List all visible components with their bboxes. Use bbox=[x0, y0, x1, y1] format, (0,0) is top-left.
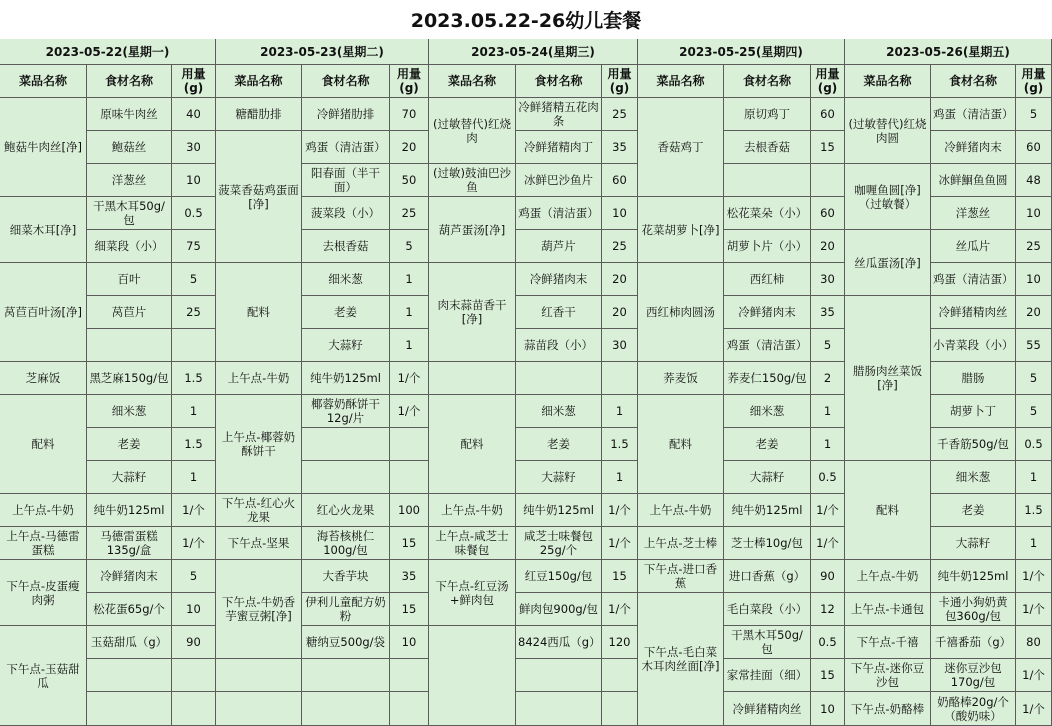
ingredient-cell: 胡萝卜片（小） bbox=[724, 230, 811, 263]
dish-name-cell: 下午点-奶酪棒 bbox=[845, 692, 931, 726]
amount-cell: 80 bbox=[1016, 626, 1052, 659]
ingredient-cell: 红豆150g/包 bbox=[516, 560, 602, 593]
amount-cell: 15 bbox=[602, 560, 638, 593]
ingredient-cell: 老姜 bbox=[931, 494, 1016, 527]
ingredient-cell: 阳春面（半干面） bbox=[302, 164, 390, 197]
amount-cell: 15 bbox=[390, 527, 429, 560]
dish-name-cell: (过敏替代)红烧肉 bbox=[429, 98, 516, 164]
ingredient-cell bbox=[516, 692, 602, 726]
ingredient-cell: 纯牛奶125ml bbox=[87, 494, 172, 527]
amount-cell: 1 bbox=[602, 461, 638, 494]
amount-cell: 90 bbox=[172, 626, 216, 659]
day-date-header: 2023-05-25(星期四) bbox=[638, 39, 845, 65]
dish-name-cell: (过敏替代)红烧肉圆 bbox=[845, 98, 931, 164]
amount-cell: 0.5 bbox=[811, 461, 845, 494]
ingredient-cell: 玉菇甜瓜（g） bbox=[87, 626, 172, 659]
amount-cell: 50 bbox=[390, 164, 429, 197]
ingredient-cell: 鲜肉包900g/包 bbox=[516, 593, 602, 626]
amount-cell: 1 bbox=[390, 329, 429, 362]
day-date-header: 2023-05-22(星期一) bbox=[0, 39, 216, 65]
ingredient-cell: 冷鲜猪肉末 bbox=[724, 296, 811, 329]
ingredient-cell: 丝瓜片 bbox=[931, 230, 1016, 263]
amount-cell: 1/个 bbox=[1016, 659, 1052, 692]
ingredient-cell: 细米葱 bbox=[516, 395, 602, 428]
ingredient-cell bbox=[302, 659, 390, 692]
column-header-dish: 菜品名称 bbox=[845, 65, 931, 98]
sheet-title: 2023.05.22-26幼儿套餐 bbox=[410, 10, 642, 32]
ingredient-cell: 红心火龙果 bbox=[302, 494, 390, 527]
ingredient-cell: 蒜苗段（小） bbox=[516, 329, 602, 362]
ingredient-cell: 大蒜籽 bbox=[87, 461, 172, 494]
amount-cell: 60 bbox=[1016, 131, 1052, 164]
dish-name-cell: (过敏)鼓油巴沙鱼 bbox=[429, 164, 516, 197]
ingredient-cell: 鸡蛋（清洁蛋） bbox=[516, 197, 602, 230]
amount-cell: 1.5 bbox=[172, 362, 216, 395]
dish-name-cell: 上午点-牛奶 bbox=[638, 494, 724, 527]
ingredient-cell bbox=[516, 362, 602, 395]
ingredient-cell: 鸡蛋（清洁蛋） bbox=[931, 263, 1016, 296]
dish-name-cell: 细菜木耳[净] bbox=[0, 197, 87, 263]
amount-cell: 10 bbox=[602, 197, 638, 230]
amount-cell: 1 bbox=[172, 395, 216, 428]
ingredient-cell: 荞麦仁150g/包 bbox=[724, 362, 811, 395]
amount-cell: 60 bbox=[602, 164, 638, 197]
ingredient-cell: 椰蓉奶酥饼干12g/片 bbox=[302, 395, 390, 428]
ingredient-cell: 老姜 bbox=[724, 428, 811, 461]
dish-name-cell: 上午点-咸芝士味餐包 bbox=[429, 527, 516, 560]
amount-cell bbox=[172, 329, 216, 362]
amount-cell: 1.5 bbox=[1016, 494, 1052, 527]
ingredient-cell: 迷你豆沙包170g/包 bbox=[931, 659, 1016, 692]
column-header-amount: 用量 (g) bbox=[1016, 65, 1052, 98]
ingredient-cell: 细米葱 bbox=[87, 395, 172, 428]
ingredient-cell: 纯牛奶125ml bbox=[931, 560, 1016, 593]
ingredient-cell: 洋葱丝 bbox=[931, 197, 1016, 230]
amount-cell: 100 bbox=[390, 494, 429, 527]
ingredient-cell: 原味牛肉丝 bbox=[87, 98, 172, 131]
amount-cell: 1/个 bbox=[172, 494, 216, 527]
ingredient-cell: 伊利儿童配方奶粉 bbox=[302, 593, 390, 626]
ingredient-cell bbox=[87, 659, 172, 692]
ingredient-cell: 奶酪棒20g/个（酸奶味） bbox=[931, 692, 1016, 726]
dish-name-cell: 上午点-牛奶 bbox=[216, 362, 302, 395]
amount-cell: 25 bbox=[390, 197, 429, 230]
ingredient-cell: 冰鲜鮰鱼鱼圆 bbox=[931, 164, 1016, 197]
amount-cell bbox=[390, 692, 429, 726]
amount-cell: 1/个 bbox=[602, 494, 638, 527]
amount-cell: 35 bbox=[390, 560, 429, 593]
amount-cell: 48 bbox=[1016, 164, 1052, 197]
amount-cell: 25 bbox=[602, 230, 638, 263]
dish-name-cell: 芝麻饭 bbox=[0, 362, 87, 395]
amount-cell: 1 bbox=[602, 395, 638, 428]
amount-cell bbox=[602, 692, 638, 726]
dish-name-cell: 上午点-牛奶 bbox=[0, 494, 87, 527]
ingredient-cell: 进口香蕉（g） bbox=[724, 560, 811, 593]
amount-cell bbox=[390, 428, 429, 461]
amount-cell: 5 bbox=[1016, 395, 1052, 428]
amount-cell bbox=[811, 164, 845, 197]
dish-name-cell: 下午点-进口香蕉 bbox=[638, 560, 724, 593]
amount-cell: 1/个 bbox=[172, 527, 216, 560]
amount-cell bbox=[602, 659, 638, 692]
amount-cell: 5 bbox=[172, 263, 216, 296]
dish-name-cell bbox=[216, 659, 302, 692]
ingredient-cell: 百叶 bbox=[87, 263, 172, 296]
ingredient-cell bbox=[87, 692, 172, 726]
column-header-dish: 菜品名称 bbox=[0, 65, 87, 98]
amount-cell: 5 bbox=[811, 329, 845, 362]
ingredient-cell: 糖纳豆500g/袋 bbox=[302, 626, 390, 659]
ingredient-cell: 大蒜籽 bbox=[724, 461, 811, 494]
column-header-amount: 用量 (g) bbox=[811, 65, 845, 98]
amount-cell bbox=[390, 659, 429, 692]
dish-name-cell: 香菇鸡丁 bbox=[638, 98, 724, 197]
dish-name-cell: 下午点-玉菇甜瓜 bbox=[0, 626, 87, 726]
ingredient-cell bbox=[302, 461, 390, 494]
amount-cell: 120 bbox=[602, 626, 638, 659]
ingredient-cell: 大蒜籽 bbox=[302, 329, 390, 362]
ingredient-cell: 冷鲜猪肉末 bbox=[516, 263, 602, 296]
dish-name-cell: 下午点-红心火龙果 bbox=[216, 494, 302, 527]
day-date-header: 2023-05-23(星期二) bbox=[216, 39, 429, 65]
dish-name-cell bbox=[429, 626, 516, 726]
column-header-dish: 菜品名称 bbox=[638, 65, 724, 98]
ingredient-cell: 干黑木耳50g/包 bbox=[87, 197, 172, 230]
ingredient-cell: 老姜 bbox=[87, 428, 172, 461]
ingredient-cell: 西红柿 bbox=[724, 263, 811, 296]
amount-cell: 0.5 bbox=[811, 626, 845, 659]
column-header-amount: 用量 (g) bbox=[602, 65, 638, 98]
amount-cell: 20 bbox=[1016, 296, 1052, 329]
dish-name-cell: 上午点-马德雷蛋糕 bbox=[0, 527, 87, 560]
amount-cell bbox=[390, 461, 429, 494]
ingredient-cell: 老姜 bbox=[302, 296, 390, 329]
ingredient-cell: 原切鸡丁 bbox=[724, 98, 811, 131]
amount-cell: 15 bbox=[390, 593, 429, 626]
ingredient-cell: 海苔核桃仁100g/包 bbox=[302, 527, 390, 560]
dish-name-cell: 下午点-牛奶香芋蜜豆粥[净] bbox=[216, 560, 302, 659]
column-header-dish: 菜品名称 bbox=[216, 65, 302, 98]
ingredient-cell: 冰鲜巴沙鱼片 bbox=[516, 164, 602, 197]
ingredient-cell: 大蒜籽 bbox=[931, 527, 1016, 560]
amount-cell: 25 bbox=[172, 296, 216, 329]
dish-name-cell: 上午点-椰蓉奶酥饼干 bbox=[216, 395, 302, 494]
amount-cell: 10 bbox=[1016, 263, 1052, 296]
amount-cell: 60 bbox=[811, 197, 845, 230]
amount-cell: 1 bbox=[172, 461, 216, 494]
amount-cell: 1/个 bbox=[390, 362, 429, 395]
column-header-ingredient: 食材名称 bbox=[724, 65, 811, 98]
ingredient-cell: 红香干 bbox=[516, 296, 602, 329]
amount-cell: 10 bbox=[172, 164, 216, 197]
ingredient-cell: 纯牛奶125ml bbox=[302, 362, 390, 395]
column-header-ingredient: 食材名称 bbox=[931, 65, 1016, 98]
ingredient-cell bbox=[87, 329, 172, 362]
amount-cell: 1 bbox=[811, 395, 845, 428]
amount-cell: 15 bbox=[811, 659, 845, 692]
amount-cell: 10 bbox=[390, 626, 429, 659]
amount-cell: 1/个 bbox=[1016, 560, 1052, 593]
ingredient-cell: 细菜段（小） bbox=[87, 230, 172, 263]
ingredient-cell: 胡萝卜丁 bbox=[931, 395, 1016, 428]
amount-cell: 1.5 bbox=[172, 428, 216, 461]
amount-cell: 5 bbox=[1016, 98, 1052, 131]
amount-cell: 1/个 bbox=[1016, 692, 1052, 726]
amount-cell: 20 bbox=[602, 263, 638, 296]
ingredient-cell: 鸡蛋（清洁蛋） bbox=[302, 131, 390, 164]
amount-cell: 40 bbox=[172, 98, 216, 131]
dish-name-cell: 葫芦蛋汤[净] bbox=[429, 197, 516, 263]
amount-cell: 70 bbox=[390, 98, 429, 131]
ingredient-cell: 小青菜段（小） bbox=[931, 329, 1016, 362]
amount-cell: 0.5 bbox=[172, 197, 216, 230]
amount-cell: 10 bbox=[1016, 197, 1052, 230]
dish-name-cell: 下午点-毛白菜木耳肉丝面[净] bbox=[638, 593, 724, 726]
amount-cell: 5 bbox=[172, 560, 216, 593]
dish-name-cell: 西红柿肉圆汤 bbox=[638, 263, 724, 362]
dish-name-cell: 荞麦饭 bbox=[638, 362, 724, 395]
amount-cell: 1/个 bbox=[811, 527, 845, 560]
dish-name-cell: 腊肠肉丝菜饭[净] bbox=[845, 296, 931, 461]
amount-cell: 1.5 bbox=[602, 428, 638, 461]
dish-name-cell bbox=[429, 362, 516, 395]
dish-name-cell: 上午点-牛奶 bbox=[429, 494, 516, 527]
dish-name-cell: 配料 bbox=[216, 263, 302, 362]
amount-cell: 25 bbox=[1016, 230, 1052, 263]
amount-cell: 0.5 bbox=[1016, 428, 1052, 461]
dish-name-cell: 配料 bbox=[0, 395, 87, 494]
dish-name-cell: 菠菜香菇鸡蛋面[净] bbox=[216, 131, 302, 263]
amount-cell: 10 bbox=[172, 593, 216, 626]
dish-name-cell: 鲍菇牛肉丝[净] bbox=[0, 98, 87, 197]
ingredient-cell: 千禧番茄（g） bbox=[931, 626, 1016, 659]
ingredient-cell: 去根香菇 bbox=[302, 230, 390, 263]
dish-name-cell: 丝瓜蛋汤[净] bbox=[845, 230, 931, 296]
column-header-amount: 用量 (g) bbox=[172, 65, 216, 98]
ingredient-cell: 纯牛奶125ml bbox=[724, 494, 811, 527]
ingredient-cell: 葫芦片 bbox=[516, 230, 602, 263]
ingredient-cell: 大蒜籽 bbox=[516, 461, 602, 494]
ingredient-cell: 冷鲜猪精肉丁 bbox=[516, 131, 602, 164]
dish-name-cell: 莴苣百叶汤[净] bbox=[0, 263, 87, 362]
ingredient-cell: 卡通小狗奶黄包360g/包 bbox=[931, 593, 1016, 626]
column-header-ingredient: 食材名称 bbox=[87, 65, 172, 98]
amount-cell: 25 bbox=[602, 98, 638, 131]
ingredient-cell: 细米葱 bbox=[724, 395, 811, 428]
dish-name-cell: 配料 bbox=[845, 461, 931, 560]
dish-name-cell: 下午点-红豆汤+鲜肉包 bbox=[429, 560, 516, 626]
ingredient-cell: 纯牛奶125ml bbox=[516, 494, 602, 527]
amount-cell: 1/个 bbox=[1016, 593, 1052, 626]
ingredient-cell bbox=[516, 659, 602, 692]
amount-cell: 2 bbox=[811, 362, 845, 395]
amount-cell: 55 bbox=[1016, 329, 1052, 362]
ingredient-cell: 毛白菜段（小） bbox=[724, 593, 811, 626]
amount-cell: 15 bbox=[811, 131, 845, 164]
amount-cell bbox=[602, 362, 638, 395]
amount-cell: 60 bbox=[811, 98, 845, 131]
dish-name-cell: 配料 bbox=[638, 395, 724, 494]
amount-cell: 1/个 bbox=[602, 593, 638, 626]
day-date-header: 2023-05-24(星期三) bbox=[429, 39, 638, 65]
dish-name-cell: 配料 bbox=[429, 395, 516, 494]
column-header-dish: 菜品名称 bbox=[429, 65, 516, 98]
day-date-header: 2023-05-26(星期五) bbox=[845, 39, 1052, 65]
ingredient-cell: 干黑木耳50g/包 bbox=[724, 626, 811, 659]
amount-cell: 1 bbox=[1016, 461, 1052, 494]
amount-cell: 90 bbox=[811, 560, 845, 593]
amount-cell: 1/个 bbox=[602, 527, 638, 560]
ingredient-cell: 腊肠 bbox=[931, 362, 1016, 395]
ingredient-cell: 鸡蛋（清洁蛋） bbox=[724, 329, 811, 362]
ingredient-cell: 冷鲜猪精五花肉条 bbox=[516, 98, 602, 131]
amount-cell: 1 bbox=[390, 263, 429, 296]
dish-name-cell: 花菜胡萝卜[净] bbox=[638, 197, 724, 263]
ingredient-cell: 冷鲜猪肉末 bbox=[931, 131, 1016, 164]
ingredient-cell: 细米葱 bbox=[931, 461, 1016, 494]
dish-name-cell: 下午点-坚果 bbox=[216, 527, 302, 560]
amount-cell: 75 bbox=[172, 230, 216, 263]
dish-name-cell: 咖喱鱼圆[净]（过敏餐） bbox=[845, 164, 931, 230]
ingredient-cell: 咸芝士味餐包25g/个 bbox=[516, 527, 602, 560]
ingredient-cell: 菠菜段（小） bbox=[302, 197, 390, 230]
ingredient-cell: 鲍菇丝 bbox=[87, 131, 172, 164]
amount-cell: 35 bbox=[811, 296, 845, 329]
amount-cell: 35 bbox=[602, 131, 638, 164]
ingredient-cell: 千香筋50g/包 bbox=[931, 428, 1016, 461]
column-header-ingredient: 食材名称 bbox=[302, 65, 390, 98]
amount-cell: 1 bbox=[390, 296, 429, 329]
ingredient-cell: 去根香菇 bbox=[724, 131, 811, 164]
ingredient-cell: 芝士棒10g/包 bbox=[724, 527, 811, 560]
ingredient-cell: 大香芋块 bbox=[302, 560, 390, 593]
column-header-ingredient: 食材名称 bbox=[516, 65, 602, 98]
dish-name-cell: 下午点-千禧 bbox=[845, 626, 931, 659]
ingredient-cell: 莴苣片 bbox=[87, 296, 172, 329]
ingredient-cell: 8424西瓜（g） bbox=[516, 626, 602, 659]
dish-name-cell: 肉末蒜苗香干[净] bbox=[429, 263, 516, 362]
ingredient-cell: 冷鲜猪精肉丝 bbox=[931, 296, 1016, 329]
ingredient-cell: 洋葱丝 bbox=[87, 164, 172, 197]
dish-name-cell: 糖醋肋排 bbox=[216, 98, 302, 131]
ingredient-cell: 细米葱 bbox=[302, 263, 390, 296]
amount-cell: 20 bbox=[390, 131, 429, 164]
ingredient-cell bbox=[302, 428, 390, 461]
ingredient-cell: 老姜 bbox=[516, 428, 602, 461]
amount-cell: 10 bbox=[811, 692, 845, 726]
amount-cell: 1/个 bbox=[390, 395, 429, 428]
amount-cell: 12 bbox=[811, 593, 845, 626]
column-header-amount: 用量 (g) bbox=[390, 65, 429, 98]
ingredient-cell: 冷鲜猪精肉丝 bbox=[724, 692, 811, 726]
amount-cell: 30 bbox=[811, 263, 845, 296]
dish-name-cell bbox=[216, 692, 302, 726]
amount-cell bbox=[172, 659, 216, 692]
ingredient-cell: 冷鲜猪肉末 bbox=[87, 560, 172, 593]
amount-cell: 20 bbox=[811, 230, 845, 263]
ingredient-cell bbox=[724, 164, 811, 197]
dish-name-cell: 下午点-皮蛋瘦肉粥 bbox=[0, 560, 87, 626]
dish-name-cell: 上午点-芝士棒 bbox=[638, 527, 724, 560]
amount-cell: 1 bbox=[1016, 527, 1052, 560]
ingredient-cell: 松花菜朵（小） bbox=[724, 197, 811, 230]
amount-cell: 1 bbox=[811, 428, 845, 461]
ingredient-cell bbox=[302, 692, 390, 726]
amount-cell: 30 bbox=[172, 131, 216, 164]
amount-cell bbox=[172, 692, 216, 726]
ingredient-cell: 鸡蛋（清洁蛋） bbox=[931, 98, 1016, 131]
ingredient-cell: 马德雷蛋糕135g/盒 bbox=[87, 527, 172, 560]
amount-cell: 30 bbox=[602, 329, 638, 362]
ingredient-cell: 家常挂面（细） bbox=[724, 659, 811, 692]
amount-cell: 1/个 bbox=[811, 494, 845, 527]
dish-name-cell: 下午点-迷你豆沙包 bbox=[845, 659, 931, 692]
amount-cell: 5 bbox=[390, 230, 429, 263]
amount-cell: 20 bbox=[602, 296, 638, 329]
ingredient-cell: 松花蛋65g/个 bbox=[87, 593, 172, 626]
dish-name-cell: 上午点-牛奶 bbox=[845, 560, 931, 593]
dish-name-cell: 上午点-卡通包 bbox=[845, 593, 931, 626]
amount-cell: 5 bbox=[1016, 362, 1052, 395]
ingredient-cell: 黑芝麻150g/包 bbox=[87, 362, 172, 395]
ingredient-cell: 冷鲜猪肋排 bbox=[302, 98, 390, 131]
